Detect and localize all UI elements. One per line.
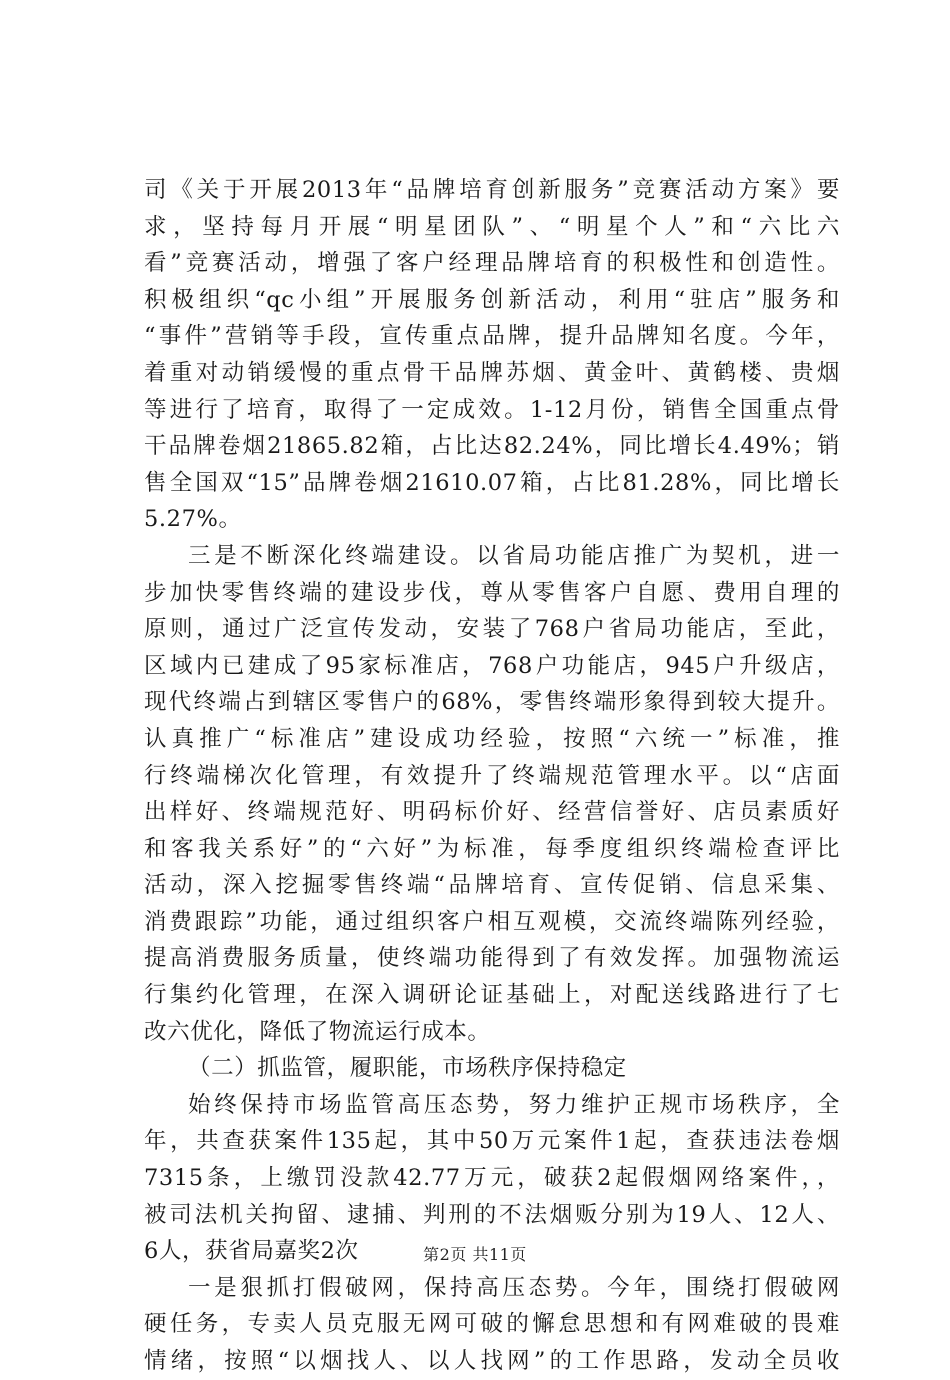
text-line: 行集约化管理，在深入调研论证基础上，对配送线路进行了七 xyxy=(144,982,840,1009)
text-line: 始终保持市场监管高压态势，努力维护正规市场秩序，全 xyxy=(188,1091,840,1118)
document-body xyxy=(144,172,840,1380)
text-line: 现代终端占到辖区零售户的68%，零售终端形象得到较大提升。 xyxy=(144,689,840,716)
text-line: 5.27%。 xyxy=(144,506,242,533)
text-line: 活动，深入挖掘零售终端“品牌培育、宣传促销、信息采集、 xyxy=(144,872,840,899)
text-line: 被司法机关拘留、逮捕、判刑的不法烟贩分别为19人、12人、 xyxy=(144,1201,840,1228)
text-line: “事件”营销等手段，宣传重点品牌，提升品牌知名度。今年， xyxy=(144,323,840,350)
text-line: 7315条，上缴罚没款42.77万元，破获2起假烟网络案件，， xyxy=(144,1165,840,1192)
text-line: 行终端梯次化管理，有效提升了终端规范管理水平。以“店面 xyxy=(144,762,840,789)
page-footer: 第2页 共11页 xyxy=(423,1245,527,1264)
text-line: 等进行了培育，取得了一定成效。1-12月份，销售全国重点骨 xyxy=(144,396,840,423)
text-line: 积极组织“qc小组”开展服务创新活动，利用“驻店”服务和 xyxy=(144,286,840,313)
text-line: 年，共查获案件135起，其中50万元案件1起，查获违法卷烟 xyxy=(144,1128,840,1155)
text-line: 步加快零售终端的建设步伐，尊从零售客户自愿、费用自理的 xyxy=(144,579,840,606)
text-line: 提高消费服务质量，使终端功能得到了有效发挥。加强物流运 xyxy=(144,945,840,972)
text-line: 出样好、终端规范好、明码标价好、经营信誉好、店员素质好 xyxy=(144,799,840,826)
text-line: 区域内已建成了95家标准店，768户功能店，945户升级店， xyxy=(144,652,840,679)
text-line: 一是狠抓打假破网，保持高压态势。今年，围绕打假破网 xyxy=(188,1274,840,1301)
text-line: 认真推广“标准店”建设成功经验，按照“六统一”标准，推 xyxy=(144,725,840,752)
text-line: 三是不断深化终端建设。以省局功能店推广为契机，进一 xyxy=(188,542,840,569)
text-line: 着重对动销缓慢的重点骨干品牌苏烟、黄金叶、黄鹤楼、贵烟 xyxy=(144,359,840,386)
text-line: 6人，获省局嘉奖2次 xyxy=(144,1238,359,1265)
text-line: 改六优化，降低了物流运行成本。 xyxy=(144,1018,491,1045)
text-line: 原则，通过广泛宣传发动，安装了768户省局功能店，至此， xyxy=(144,616,840,643)
text-line: 司《关于开展2013年“品牌培育创新服务”竞赛活动方案》要 xyxy=(144,177,840,203)
text-line: 售全国双“15”品牌卷烟21610.07箱，占比81.28%，同比增长 xyxy=(144,469,840,496)
text-line: 硬任务，专卖人员克服无网可破的懈怠思想和有网难破的畏难 xyxy=(144,1311,840,1338)
text-line: 干品牌卷烟21865.82箱，占比达82.24%，同比增长4.49%；销 xyxy=(144,433,840,460)
text-line: 消费跟踪”功能，通过组织客户相互观模，交流终端陈列经验， xyxy=(144,908,840,935)
text-line: 求，坚持每月开展“明星团队”、“明星个人”和“六比六 xyxy=(144,213,840,240)
text-line: 看”竞赛活动，增强了客户经理品牌培育的积极性和创造性。 xyxy=(144,250,840,277)
text-line: 和客我关系好”的“六好”为标准，每季度组织终端检查评比 xyxy=(144,835,840,862)
text-line: （二）抓监管，履职能，市场秩序保持稳定 xyxy=(188,1055,627,1082)
text-line: 情绪，按照“以烟找人、以人找网”的工作思路，发动全员收 xyxy=(144,1348,840,1374)
